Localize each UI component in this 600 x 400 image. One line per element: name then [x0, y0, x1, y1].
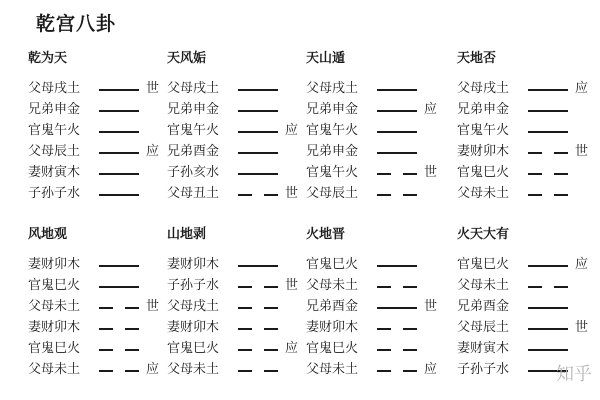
- yao-line: [306, 184, 456, 205]
- line-segment: [99, 194, 139, 196]
- ying-marker: 应: [575, 257, 589, 272]
- line-segment: [99, 152, 139, 154]
- yin-line-bar: [377, 173, 417, 175]
- yao-label: 妻财卯木: [306, 320, 359, 335]
- line-segment: [238, 307, 252, 309]
- yang-line-bar: [238, 110, 278, 112]
- yao-line: [28, 255, 178, 276]
- line-segment: [238, 131, 278, 133]
- yao-line: [457, 184, 600, 205]
- hexagram-name: 火天大有: [457, 227, 510, 242]
- yao-lines: [167, 79, 317, 205]
- yao-line: [167, 318, 317, 339]
- yao-line: [28, 163, 178, 184]
- yao-lines: [28, 255, 178, 381]
- yao-label: 子孙子水: [457, 362, 510, 377]
- yao-line: [28, 184, 178, 205]
- line-segment: [125, 328, 139, 330]
- yao-label: 父母丑土: [167, 186, 220, 201]
- yao-line: [167, 255, 317, 276]
- yao-label: 妻财寅木: [457, 341, 510, 356]
- line-segment: [528, 328, 568, 330]
- yao-label: 子孙子水: [167, 278, 220, 293]
- yin-line-bar: [377, 286, 417, 288]
- yao-line: [28, 360, 178, 381]
- yao-label: 子孙子水: [28, 186, 81, 201]
- yin-line-bar: [99, 349, 139, 351]
- yao-label: 父母辰土: [306, 186, 359, 201]
- yin-line-bar: [377, 328, 417, 330]
- yao-label: 父母未土: [306, 362, 359, 377]
- line-segment: [528, 131, 568, 133]
- yao-label: 父母未土: [167, 362, 220, 377]
- yao-label: 官鬼巳火: [306, 341, 359, 356]
- yao-label: 父母未土: [28, 362, 81, 377]
- hexagram-block: [167, 226, 317, 381]
- yang-line-bar: [238, 173, 278, 175]
- yin-line-bar: [238, 328, 278, 330]
- line-segment: [554, 194, 568, 196]
- yao-lines: [457, 79, 600, 205]
- yang-line-bar: [99, 173, 139, 175]
- yao-label: 父母戌土: [28, 81, 81, 96]
- yao-line: [167, 276, 317, 297]
- yang-line-bar: [99, 265, 139, 267]
- ying-marker: 应: [146, 362, 160, 377]
- line-segment: [377, 307, 417, 309]
- line-segment: [403, 370, 417, 372]
- ying-marker: 应: [424, 102, 438, 117]
- yao-line: [457, 100, 600, 121]
- line-segment: [528, 152, 542, 154]
- yang-line-bar: [528, 265, 568, 267]
- yang-line-bar: [528, 110, 568, 112]
- hexagram-block: [28, 226, 178, 381]
- yin-line-bar: [238, 307, 278, 309]
- line-segment: [238, 89, 278, 91]
- yao-label: 妻财卯木: [167, 320, 220, 335]
- yao-line: [306, 255, 456, 276]
- hexagram-block: [457, 226, 600, 381]
- line-segment: [125, 370, 139, 372]
- yang-line-bar: [528, 349, 568, 351]
- hexagram-name: 天地否: [457, 51, 497, 66]
- line-segment: [377, 265, 417, 267]
- line-segment: [264, 286, 278, 288]
- yang-line-bar: [528, 307, 568, 309]
- yao-line: [457, 297, 600, 318]
- ying-marker: 应: [424, 362, 438, 377]
- yao-label: 父母辰土: [28, 144, 81, 159]
- yao-line: [306, 100, 456, 121]
- yao-line: [167, 163, 317, 184]
- yao-lines: [167, 255, 317, 381]
- yin-line-bar: [528, 194, 568, 196]
- yin-line-bar: [99, 328, 139, 330]
- line-segment: [264, 370, 278, 372]
- yao-label: 兄弟申金: [306, 102, 359, 117]
- yao-line: [28, 339, 178, 360]
- hexagram-name: 风地观: [28, 227, 68, 242]
- yin-line-bar: [528, 173, 568, 175]
- yao-label: 妻财卯木: [28, 320, 81, 335]
- line-segment: [528, 173, 542, 175]
- line-segment: [377, 152, 417, 154]
- line-segment: [99, 328, 113, 330]
- yao-line: [306, 163, 456, 184]
- yao-line: [28, 297, 178, 318]
- yang-line-bar: [528, 131, 568, 133]
- yao-label: 兄弟申金: [306, 144, 359, 159]
- yao-label: 官鬼午火: [306, 165, 359, 180]
- line-segment: [377, 110, 417, 112]
- hexagram-block: [306, 226, 456, 381]
- yao-label: 官鬼午火: [28, 123, 81, 138]
- yao-label: 兄弟申金: [457, 102, 510, 117]
- yao-line: [167, 360, 317, 381]
- yao-line: [167, 121, 317, 142]
- yao-line: [167, 79, 317, 100]
- yao-label: 兄弟申金: [167, 102, 220, 117]
- line-segment: [377, 173, 391, 175]
- line-segment: [403, 349, 417, 351]
- line-segment: [125, 349, 139, 351]
- line-segment: [528, 110, 568, 112]
- yin-line-bar: [377, 349, 417, 351]
- line-segment: [377, 328, 391, 330]
- ying-marker: 应: [285, 341, 299, 356]
- line-segment: [528, 307, 568, 309]
- yang-line-bar: [377, 152, 417, 154]
- yang-line-bar: [99, 110, 139, 112]
- ying-marker: 应: [146, 144, 160, 159]
- yao-line: [28, 276, 178, 297]
- line-segment: [238, 349, 252, 351]
- yang-line-bar: [238, 152, 278, 154]
- yao-label: 官鬼午火: [457, 123, 510, 138]
- yao-label: 父母戌土: [306, 81, 359, 96]
- yao-line: [306, 142, 456, 163]
- line-segment: [554, 173, 568, 175]
- yang-line-bar: [238, 131, 278, 133]
- yao-label: 兄弟酉金: [457, 299, 510, 314]
- yao-line: [167, 184, 317, 205]
- line-segment: [238, 370, 252, 372]
- yin-line-bar: [377, 370, 417, 372]
- line-segment: [403, 194, 417, 196]
- yang-line-bar: [238, 265, 278, 267]
- yao-label: 父母戌土: [167, 299, 220, 314]
- yao-label: 父母未土: [457, 278, 510, 293]
- line-segment: [99, 265, 139, 267]
- yao-label: 官鬼午火: [167, 123, 220, 138]
- yao-label: 官鬼巳火: [28, 341, 81, 356]
- line-segment: [377, 89, 417, 91]
- line-segment: [238, 286, 252, 288]
- yao-label: 妻财卯木: [167, 257, 220, 272]
- yao-line: [306, 121, 456, 142]
- hexagram-name: 火地晋: [306, 227, 346, 242]
- yao-label: 父母戌土: [167, 81, 220, 96]
- line-segment: [377, 286, 391, 288]
- yao-line: [306, 297, 456, 318]
- yao-label: 官鬼巳火: [306, 257, 359, 272]
- yao-label: 兄弟酉金: [167, 144, 220, 159]
- hexagram-block: [306, 50, 456, 205]
- shi-marker: 世: [146, 81, 160, 96]
- yao-line: [167, 339, 317, 360]
- yao-label: 官鬼巳火: [167, 341, 220, 356]
- yao-line: [167, 100, 317, 121]
- yao-label: 父母戌土: [457, 81, 510, 96]
- yang-line-bar: [99, 89, 139, 91]
- line-segment: [528, 349, 568, 351]
- yao-lines: [28, 79, 178, 205]
- yao-label: 父母未土: [306, 278, 359, 293]
- line-segment: [264, 328, 278, 330]
- shi-marker: 世: [424, 299, 438, 314]
- yin-line-bar: [528, 286, 568, 288]
- yang-line-bar: [528, 328, 568, 330]
- line-segment: [99, 349, 113, 351]
- shi-marker: 世: [146, 299, 160, 314]
- yao-line: [457, 142, 600, 163]
- hexagram-block: [28, 50, 178, 205]
- yao-lines: [306, 255, 456, 381]
- yang-line-bar: [99, 194, 139, 196]
- yao-line: [306, 339, 456, 360]
- yao-lines: [306, 79, 456, 205]
- line-segment: [238, 265, 278, 267]
- yao-label: 父母未土: [457, 186, 510, 201]
- line-segment: [528, 265, 568, 267]
- line-segment: [403, 328, 417, 330]
- yao-line: [306, 79, 456, 100]
- line-segment: [238, 328, 252, 330]
- yao-label: 父母辰土: [457, 320, 510, 335]
- line-segment: [377, 370, 391, 372]
- shi-marker: 世: [285, 278, 299, 293]
- yin-line-bar: [99, 307, 139, 309]
- line-segment: [554, 286, 568, 288]
- ying-marker: 应: [285, 123, 299, 138]
- line-segment: [264, 194, 278, 196]
- yang-line-bar: [377, 265, 417, 267]
- yao-line: [457, 339, 600, 360]
- yao-line: [457, 318, 600, 339]
- line-segment: [99, 110, 139, 112]
- yao-line: [306, 318, 456, 339]
- yao-label: 官鬼巳火: [457, 257, 510, 272]
- zhihu-watermark: 知乎: [556, 364, 592, 385]
- yao-label: 妻财卯木: [28, 257, 81, 272]
- shi-marker: 世: [575, 320, 589, 335]
- line-segment: [554, 152, 568, 154]
- yao-line: [306, 360, 456, 381]
- hexagram-name: 山地剥: [167, 227, 207, 242]
- line-segment: [238, 194, 252, 196]
- line-segment: [377, 194, 391, 196]
- line-segment: [264, 349, 278, 351]
- line-segment: [99, 89, 139, 91]
- yao-line: [457, 79, 600, 100]
- line-segment: [377, 131, 417, 133]
- hexagram-name: 天山遁: [306, 51, 346, 66]
- yao-label: 兄弟申金: [28, 102, 81, 117]
- line-segment: [99, 307, 113, 309]
- line-segment: [528, 89, 568, 91]
- shi-marker: 世: [424, 165, 438, 180]
- yin-line-bar: [238, 349, 278, 351]
- line-segment: [99, 131, 139, 133]
- line-segment: [99, 173, 139, 175]
- shi-marker: 世: [285, 186, 299, 201]
- shi-marker: 世: [575, 144, 589, 159]
- yang-line-bar: [377, 307, 417, 309]
- page-title: 乾宫八卦: [36, 13, 117, 35]
- yao-label: 父母未土: [28, 299, 81, 314]
- yin-line-bar: [377, 194, 417, 196]
- yang-line-bar: [99, 152, 139, 154]
- yao-label: 兄弟酉金: [306, 299, 359, 314]
- yao-line: [28, 318, 178, 339]
- line-segment: [264, 307, 278, 309]
- yao-line: [306, 276, 456, 297]
- yang-line-bar: [99, 286, 139, 288]
- line-segment: [99, 370, 113, 372]
- yao-line: [167, 297, 317, 318]
- yang-line-bar: [528, 89, 568, 91]
- line-segment: [528, 286, 542, 288]
- yang-line-bar: [238, 89, 278, 91]
- hexagram-block: [457, 50, 600, 205]
- yang-line-bar: [377, 110, 417, 112]
- yao-line: [457, 255, 600, 276]
- yin-line-bar: [238, 194, 278, 196]
- line-segment: [403, 173, 417, 175]
- line-segment: [125, 307, 139, 309]
- yang-line-bar: [99, 131, 139, 133]
- yao-line: [28, 79, 178, 100]
- yang-line-bar: [377, 131, 417, 133]
- hexagram-name: 天风姤: [167, 51, 207, 66]
- yao-label: 官鬼巳火: [28, 278, 81, 293]
- line-segment: [99, 286, 139, 288]
- yin-line-bar: [238, 286, 278, 288]
- line-segment: [377, 349, 391, 351]
- yao-line: [457, 163, 600, 184]
- yao-line: [28, 100, 178, 121]
- yao-label: 妻财寅木: [28, 165, 81, 180]
- line-segment: [238, 152, 278, 154]
- line-segment: [528, 194, 542, 196]
- line-segment: [403, 286, 417, 288]
- yao-line: [28, 121, 178, 142]
- ying-marker: 应: [575, 81, 589, 96]
- yao-label: 官鬼午火: [306, 123, 359, 138]
- hexagram-block: [167, 50, 317, 205]
- line-segment: [238, 110, 278, 112]
- yao-line: [167, 142, 317, 163]
- yin-line-bar: [238, 370, 278, 372]
- yao-line: [457, 276, 600, 297]
- yao-label: 妻财卯木: [457, 144, 510, 159]
- yang-line-bar: [377, 89, 417, 91]
- yao-label: 官鬼巳火: [457, 165, 510, 180]
- yao-label: 子孙亥水: [167, 165, 220, 180]
- yin-line-bar: [528, 152, 568, 154]
- line-segment: [238, 173, 278, 175]
- yao-line: [28, 142, 178, 163]
- yao-line: [457, 121, 600, 142]
- hexagram-name: 乾为天: [28, 51, 68, 66]
- yin-line-bar: [99, 370, 139, 372]
